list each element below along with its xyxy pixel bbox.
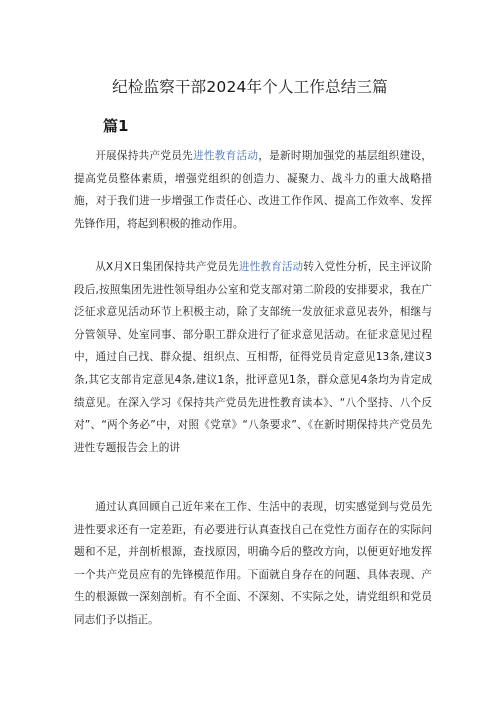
document-title: 纪检监察干部2024年个人工作总结三篇	[112, 78, 388, 96]
section-heading: 篇1	[103, 117, 129, 135]
paragraph-1-link[interactable]: 进性教育活动	[193, 150, 259, 162]
paragraph-2-text-start: 从X月X日集团保持共产党员先	[95, 261, 239, 273]
paragraph-2	[74, 256, 432, 459]
paragraph-1	[74, 145, 432, 235]
paragraph-2-link[interactable]: 进性教育活动	[238, 261, 304, 273]
paragraph-1-text-start: 开展保持共产党员先	[95, 150, 194, 162]
paragraph-3: 通过认真回顾自己近年来在工作、生活中的表现，切实感觉到与党员先进性要求还有一定差距，有必要进行认真查找自己在党性方面存在的实际问题和不足，并剖析根源，查找原因，明确今后的整改方向，以便更好地发挥一个共产党员应有的先锋模范作用。下面就自身存在的问题、具体表现、产生的根源做一深刻剖析。有不全面、不深刻、不实际之处，请党组织和党员同志们予以指正。	[74, 501, 432, 626]
paragraph-1-text-end: ，是新时期加强党的基层组织建设，提高党员整体素质，增强党组织的创造力、凝聚力、战斗力的重大战略措施，对于我们进一步增强工作责任心、改进工作作风、提高工作效率、发挥先锋作用，将起到积极的推动作用。	[74, 150, 433, 230]
paragraph-2-text-end: 转入党性分析，民主评议阶段后,按照集团先进性领导组办公室和党支部对第二阶段的安排要求，我在广泛征求意见活动环节上积极主动，除了支部统一发放征求意见表外，相继与分管领导、处室同事、部分职工群众进行了征求意见活动。在征求意见过程中，通过自己找、群众提、组织点、互相帮，征得党员肯定意见13条,建议3条,其它支部肯定意见4条,建议1条，批评意见1条，群众意见4条均为肯定成绩意见。在深入学习《保持共产党员先进性教育读本》、“八个坚持、八个反对”、“两个务必”中，对照《党章》“八条要求”、《在新时期保持共产党员先进性专题报告会上的讲	[74, 261, 433, 454]
